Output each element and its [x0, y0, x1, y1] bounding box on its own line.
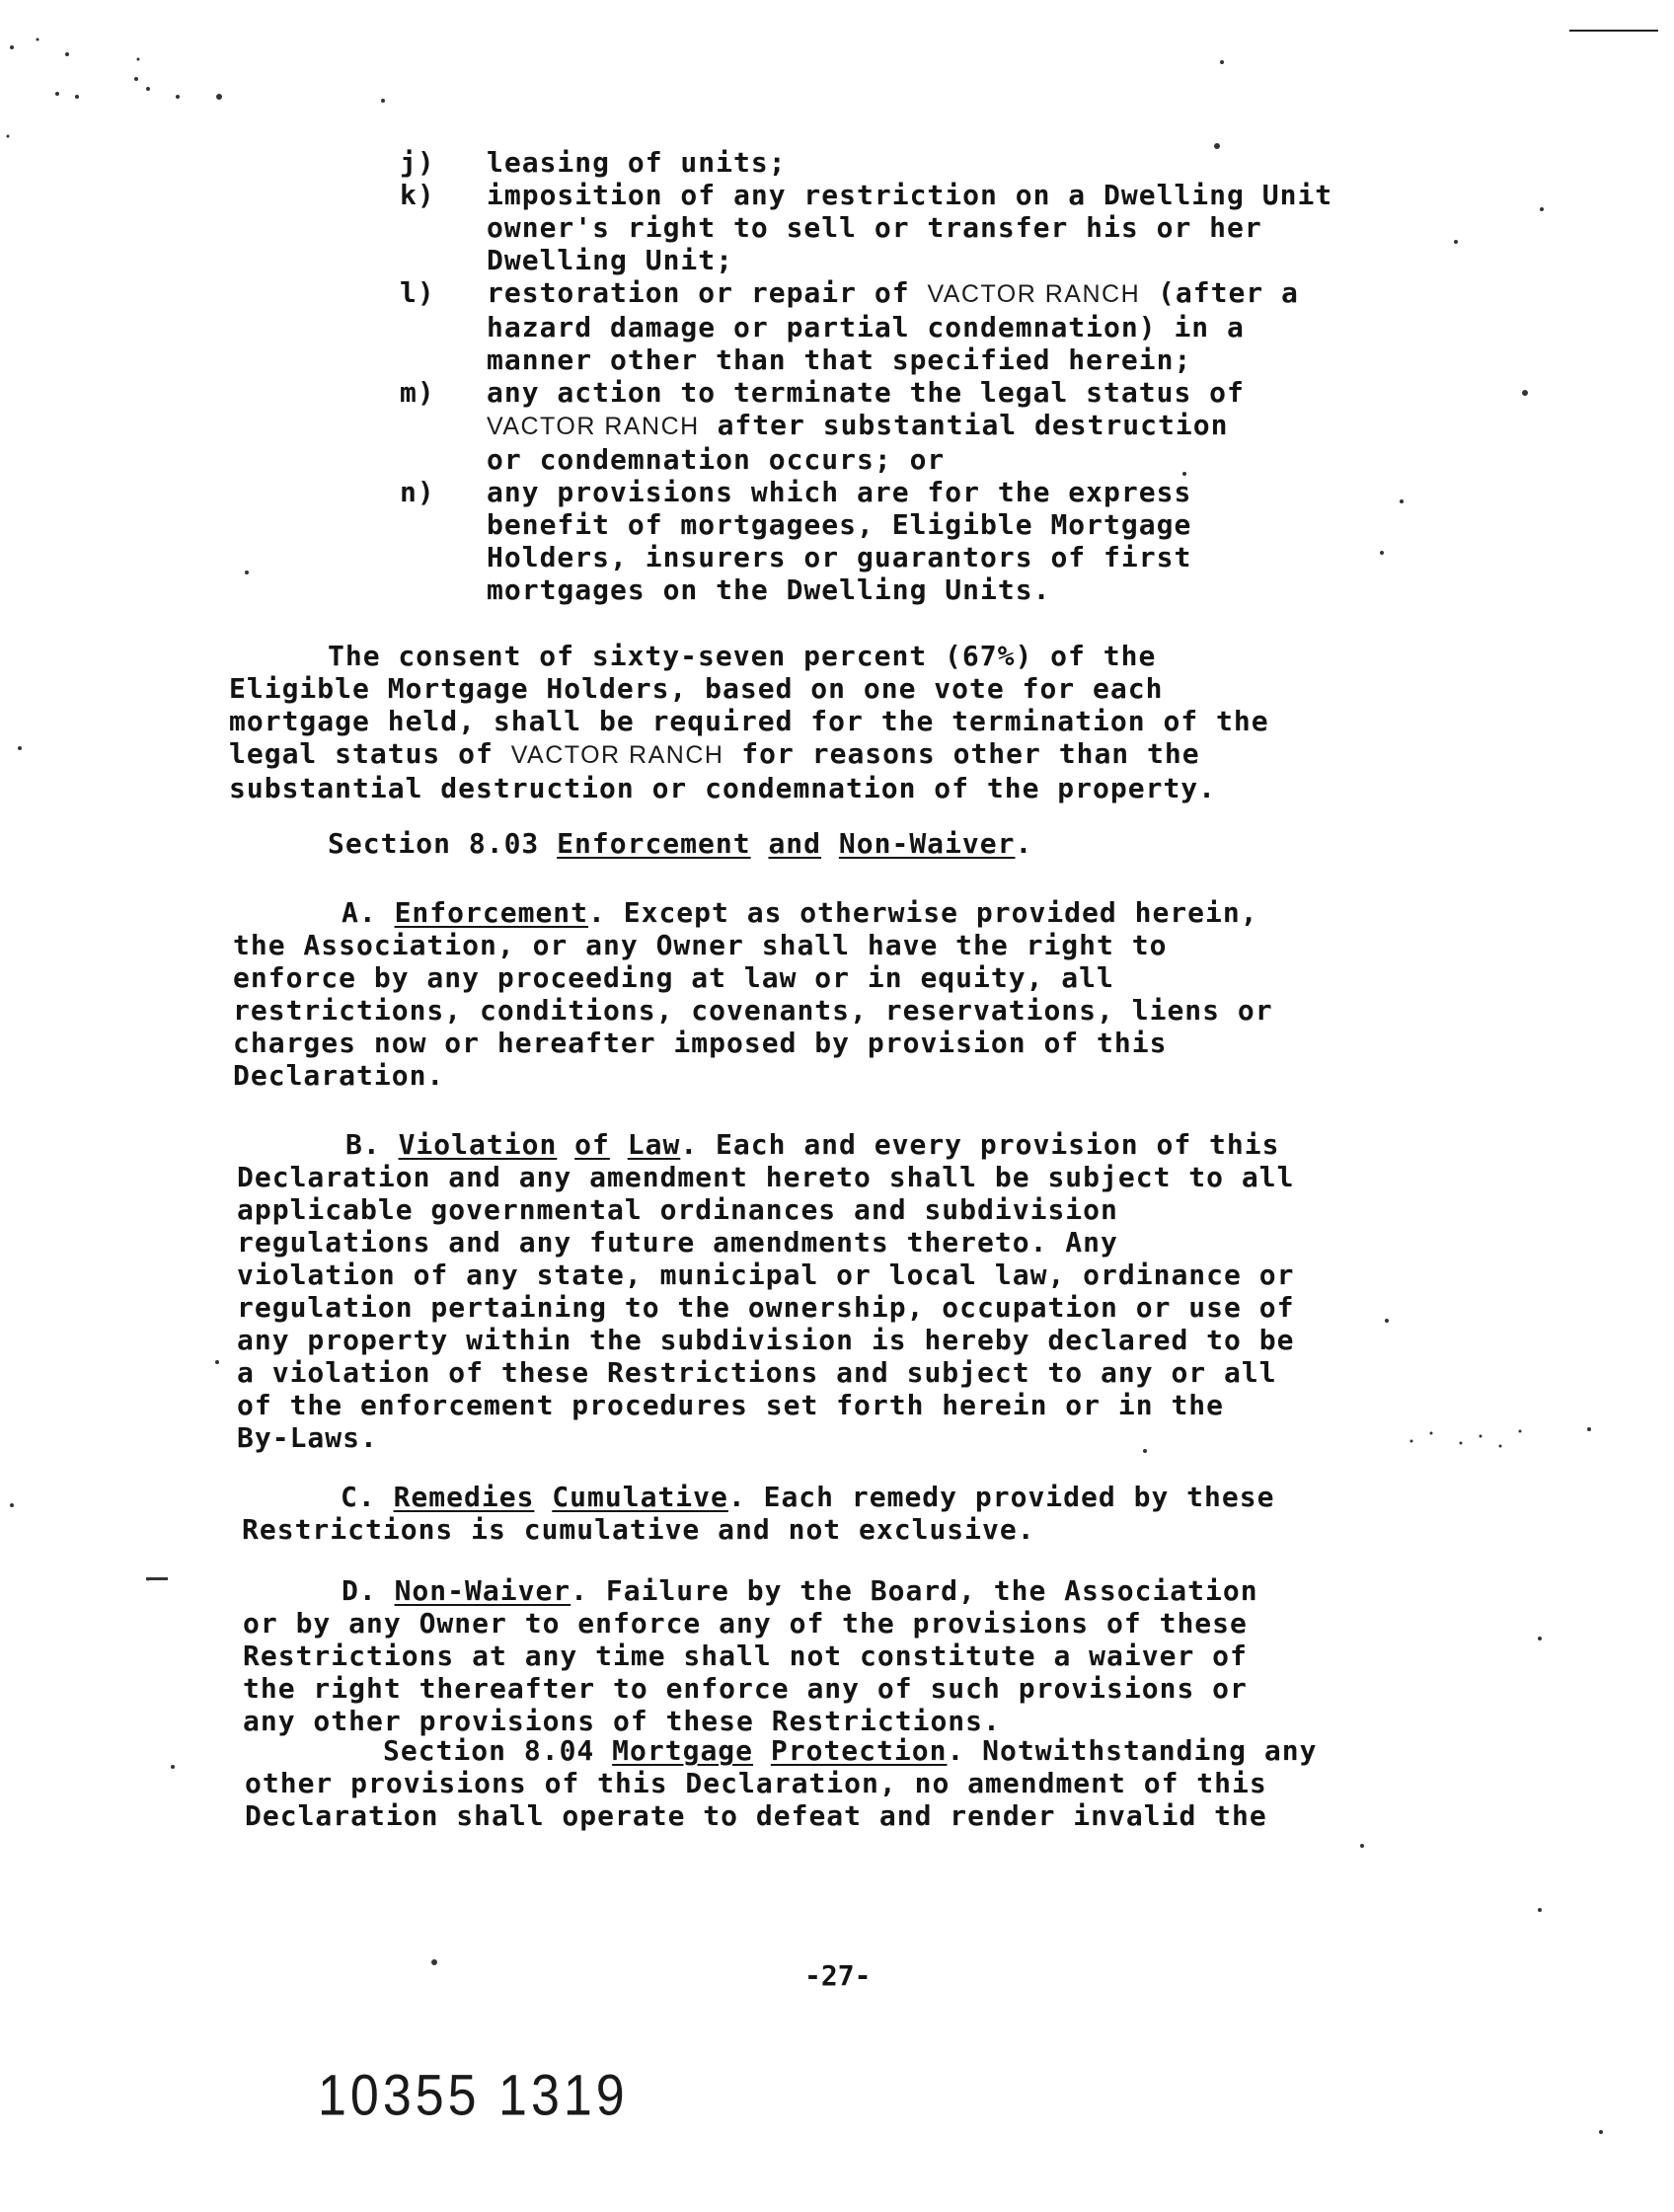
list-item-text: Holders, insurers or guarantors of first [487, 541, 1192, 573]
list-item-text: VACTOR RANCH after substantial destruction [487, 409, 1229, 441]
list-marker: j) [400, 146, 435, 179]
list-item-k [400, 179, 1485, 276]
list-marker: m) [400, 376, 435, 409]
section-8-03-heading: Section 8.03 Enforcement and Non-Waiver. [328, 827, 1033, 860]
non-waiver-paragraph: D. Non-Waiver. Failure by the Board, the Association or by any Owner to enforce any of the provisions of these Restrictions at any time shall not constitute a waiver of the right thereafter to enforce any of such provisions or any other provisions of these Restrictions. [243, 1574, 1258, 1737]
remedies-cumulative-paragraph: C. Remedies Cumulative. Each remedy provided by these Restrictions is cumulative and not exclusive. [242, 1481, 1275, 1546]
consent-paragraph: The consent of sixty-seven percent (67%) of the Eligible Mortgage Holders, based on one vote for each mortgage held, shall be required for the termination of the legal status of VACTOR RANCH for reasons other than the substantial destruction or condemnation of the property. [229, 640, 1269, 804]
list-item-text: any provisions which are for the express [487, 476, 1192, 508]
list-item-j [400, 146, 1485, 179]
list-item-text: hazard damage or partial condemnation) in a [487, 311, 1245, 343]
page-number: -27- [804, 1959, 872, 1992]
corner-rule [1569, 30, 1658, 32]
list-item-text: any action to terminate the legal status of [487, 376, 1245, 409]
list-item-text: benefit of mortgagees, Eligible Mortgage [487, 508, 1192, 541]
list-item-text: or condemnation occurs; or [487, 443, 946, 476]
violation-of-law-paragraph: B. Violation of Law. Each and every provision of this Declaration and any amendment hereto shall be subject to all applicable governmental ordinances and subdivision regulations and any future amendments thereto. Any violation of any state, municipal or local law, ordinance or regulation pertaining to the ownership, occupation or use of any property within the subdivision is hereby declared to be a violation of these Restrictions and subject to any or all of the enforcement procedures set forth herein or in the By-Laws. [237, 1128, 1295, 1454]
non-waiver-heading: Non-Waiver [394, 1574, 571, 1607]
list-item-text: Dwelling Unit; [487, 244, 734, 276]
list-item-m [400, 376, 1485, 476]
property-name: VACTOR RANCH [510, 741, 724, 769]
list-item-text: manner other than that specified herein; [487, 343, 1192, 376]
list-item-text: owner's right to sell or transfer his or her [487, 211, 1262, 244]
list-item-text: mortgages on the Dwelling Units. [487, 573, 1051, 606]
amendment-items-list [400, 146, 1485, 606]
list-item-text: leasing of units; [487, 146, 787, 179]
section-8-04-paragraph: Section 8.04 Mortgage Protection. Notwithstanding any other provisions of this Declaration, no amendment of this Declaration shall operate to defeat and render invalid the [245, 1734, 1318, 1832]
list-item-l [400, 276, 1485, 376]
property-name: VACTOR RANCH [487, 413, 700, 440]
enforcement-heading: Enforcement [394, 896, 589, 929]
list-item-text: imposition of any restriction on a Dwelling Unit [487, 179, 1333, 211]
property-name: VACTOR RANCH [927, 280, 1141, 308]
enforcement-paragraph: A. Enforcement. Except as otherwise provided herein, the Association, or any Owner shall have the right to enforce by any proceeding at law or in equity, all restrictions, conditions, covenants, reservations, liens or charges now or hereafter imposed by provision of this Declaration. [233, 896, 1273, 1092]
list-marker: n) [400, 476, 435, 508]
list-item-text: restoration or repair of VACTOR RANCH (after a [487, 276, 1299, 309]
list-marker: k) [400, 179, 435, 211]
list-item-n [400, 476, 1485, 606]
recording-stamp-number: 10355 1319 [318, 2064, 629, 2129]
list-marker: l) [400, 276, 435, 309]
